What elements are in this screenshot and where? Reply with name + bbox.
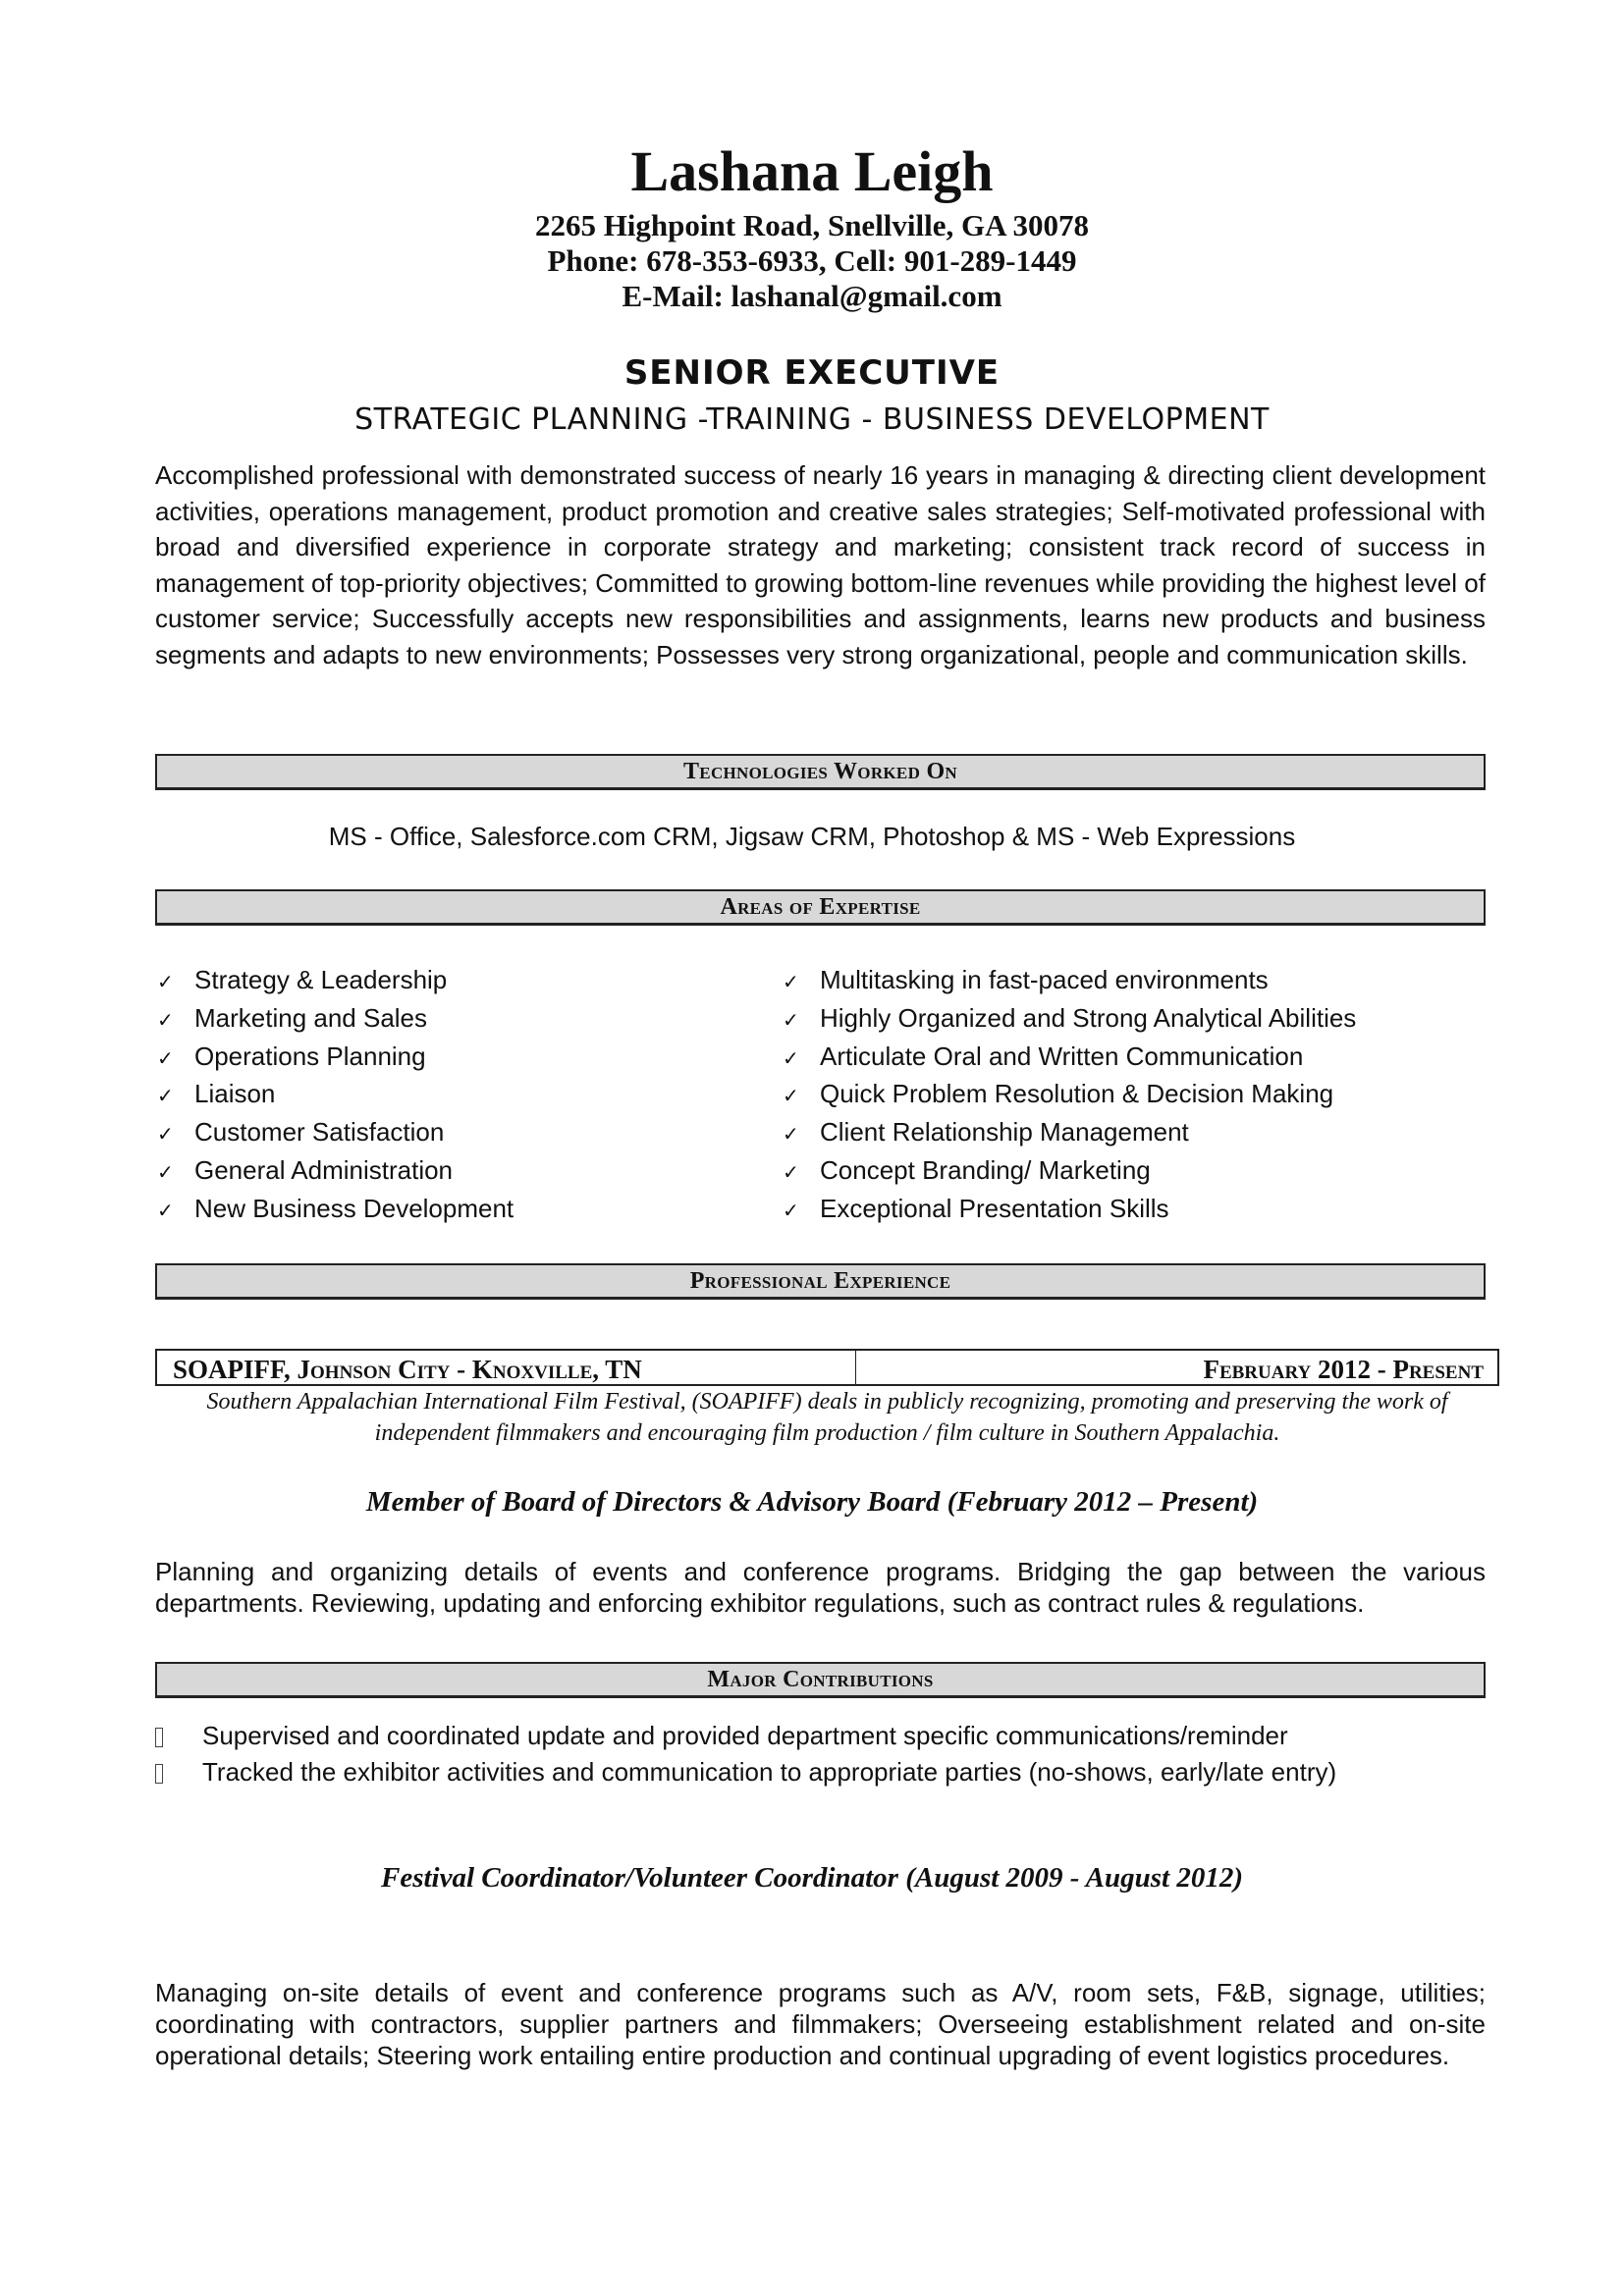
checkmark-icon: ✓ [157,970,174,993]
checkmark-icon: ✓ [783,1045,799,1070]
expertise-item [783,1000,1356,1039]
expertise-item [783,1114,1356,1152]
checkmark-icon: ✓ [157,1084,174,1108]
expertise-item [157,1191,514,1229]
role-description: Managing on-site details of event and conference programs such as A/V, room sets, F&B, signage, utilities; coordinating with contractors, supplier partners and filmmakers; Overseeing establishment related and on-site operational details; Steering work entailing entire production and continual upgrading of event logistics procedures. [155,1978,1486,2070]
employment-dates: February 2012 - Present [1203,1355,1484,1384]
role-title: Festival Coordinator/Volunteer Coordinator (August 2009 - August 2012) [381,1862,1243,1894]
expertise-item [783,1039,1356,1077]
expertise-label: Concept Branding/ Marketing [820,1154,1151,1185]
checkmark-icon: ✓ [783,1198,799,1222]
email: E-Mail: lashanal@gmail.com [622,279,1002,313]
phone-numbers: Phone: 678-353-6933, Cell: 901-289-1449 [547,243,1077,278]
section-header-technologies: Technologies Worked On [155,754,1486,790]
headline-subtitle: STRATEGIC PLANNING -TRAINING - BUSINESS DEVELOPMENT [354,402,1270,437]
expertise-label: Client Relationship Management [820,1117,1189,1148]
expertise-list-left [157,962,514,1229]
expertise-label: Highly Organized and Strong Analytical Abilities [820,1002,1357,1033]
expertise-item [783,1076,1356,1114]
contribution-item [155,1754,1336,1790]
expertise-item [157,962,514,1000]
role-description: Planning and organizing details of events and conference programs. Bridging the gap between the various departments. Reviewing, updating and enforcing exhibitor regulations, such as contract rules & regulations. [155,1557,1486,1618]
expertise-item [157,1114,514,1152]
contribution-item [155,1718,1336,1754]
checkmark-icon: ✓ [783,1122,799,1147]
expertise-item [157,1076,514,1114]
role-title: Member of Board of Directors & Advisory Board (February 2012 – Present) [365,1486,1259,1518]
section-header-contributions: Major Contributions [155,1662,1486,1698]
expertise-label: New Business Development [194,1193,514,1223]
company-header-table [155,1349,1499,1386]
expertise-label: Marketing and Sales [194,1002,428,1033]
checkmark-icon: ✓ [783,970,799,993]
candidate-name: Lashana Leigh [630,139,994,203]
expertise-label: Quick Problem Resolution & Decision Making [820,1079,1334,1109]
expertise-label: Exceptional Presentation Skills [820,1193,1169,1223]
headline-title: SENIOR EXECUTIVE [623,353,1001,393]
expertise-label: Operations Planning [194,1041,426,1071]
expertise-item [783,1152,1356,1191]
company-name-location: SOAPIFF, Johnson City - Knoxville, TN [157,1351,856,1384]
expertise-item [157,1152,514,1191]
checkmark-icon: ✓ [157,1045,174,1070]
expertise-label: General Administration [194,1154,454,1185]
expertise-item [157,1039,514,1077]
checkmark-icon: ✓ [783,1007,799,1032]
checkmark-icon: ✓ [157,1198,174,1222]
expertise-item [157,1000,514,1039]
checkmark-icon: ✓ [157,1159,174,1184]
address: 2265 Highpoint Road, Snellville, GA 30078 [534,208,1090,242]
expertise-label: Strategy & Leadership [194,965,448,994]
expertise-list-right [783,962,1356,1229]
checkmark-icon: ✓ [783,1084,799,1108]
technologies-list: MS - Office, Salesforce.com CRM, Jigsaw CRM, Photoshop & MS - Web Expressions [328,822,1296,851]
expertise-item [783,962,1356,1000]
expertise-label: Customer Satisfaction [194,1117,445,1148]
expertise-label: Multitasking in fast-paced environments [820,965,1269,994]
bullet-icon [155,1728,163,1747]
section-header-experience: Professional Experience [155,1263,1486,1300]
checkmark-icon: ✓ [157,1122,174,1147]
summary-paragraph: Accomplished professional with demonstrated success of nearly 16 years in managing & directing client development activities, operations management, product promotion and creative sales strategies; Self-motivated professional with broad and diversified experience in corporate strategy and marketing; consistent track record of success in management of top-priority objectives; Committed to growing bottom-line revenues while providing the highest level of customer service; Successfully accepts new responsibilities and assignments, learns new products and business segments and adapts to new environments; Possesses very strong organizational, people and communication skills. [155,460,1486,669]
expertise-label: Articulate Oral and Written Communication [820,1041,1304,1071]
contributions-list [155,1718,1336,1790]
contribution-text: Supervised and coordinated update and provided department specific communications/reminder [202,1721,1288,1750]
expertise-item [783,1191,1356,1229]
expertise-label: Liaison [194,1079,276,1109]
contribution-text: Tracked the exhibitor activities and communication to appropriate parties (no-shows, early/late entry) [202,1757,1337,1787]
checkmark-icon: ✓ [157,1007,174,1032]
section-header-expertise: Areas of Expertise [155,889,1486,926]
checkmark-icon: ✓ [783,1159,799,1184]
company-description: Southern Appalachian International Film Festival, (SOAPIFF) deals in publicly recognizing, promoting and preserving the work of independent filmmakers and encouraging film production / film culture in Southern Appalachia. [206,1389,1448,1446]
bullet-icon [155,1764,163,1784]
